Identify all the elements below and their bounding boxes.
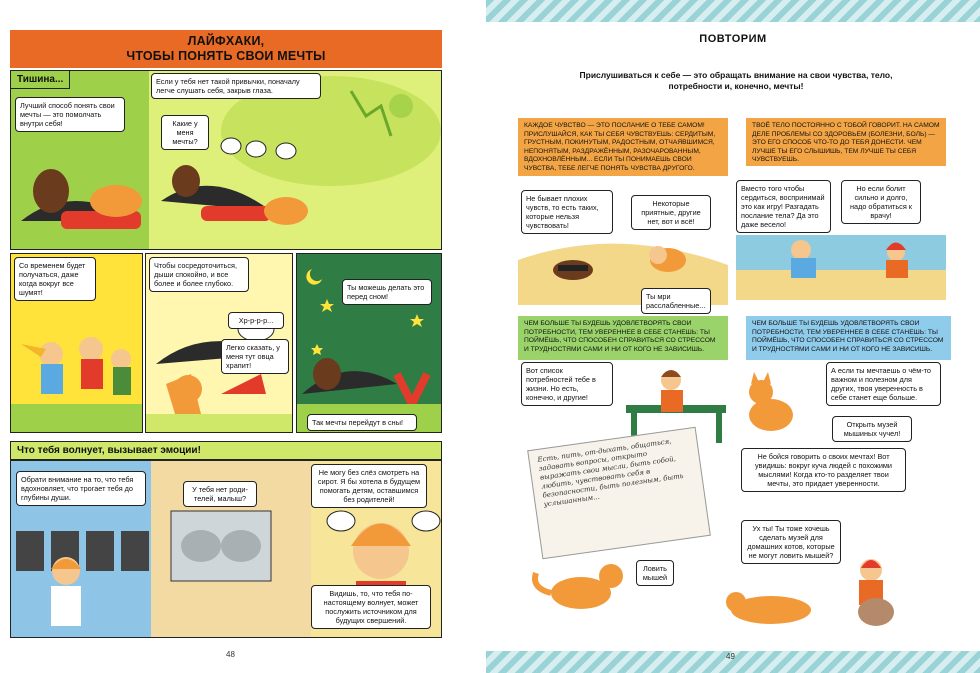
illustration-orange-cat: [736, 370, 806, 440]
right-page: [486, 0, 980, 673]
bubble-see-doctor: Но если болит сильно и долго, надо обратиться к врачу!: [841, 180, 921, 224]
bubble-dreams-question: Какие у меня мечты?: [161, 115, 209, 150]
bubble-dreams-become: Так мечты перейдут в сны!: [307, 414, 417, 431]
right-page-title: ПОВТОРИМ: [699, 33, 767, 45]
title-line-2: ЧТОБЫ ПОНЯТЬ СВОИ МЕЧТЫ: [126, 49, 326, 63]
left-page-title: [10, 30, 442, 68]
bubble-no-parents: У тебя нет роди-телей, малыш?: [183, 481, 257, 507]
section-silence-label: Тишина...: [10, 70, 70, 89]
bubble-see: Видишь, то, что тебя по-настоящему волнует, может послужить источником для будущих свершений.: [311, 585, 431, 629]
left-page: [0, 0, 486, 673]
panel-night: [296, 253, 442, 433]
bubble-dont-fear: Не бойся говорить о своих мечтах! Вот увидишь: вокруг куча людей с похожими мыслями! Когда кто-то разделяет твои мечты, это придает уверенности.: [741, 448, 906, 492]
box-feelings: КАЖДОЕ ЧУВСТВО — ЭТО ПОСЛАНИЕ О ТЕБЕ САМОМ! ПРИСЛУШАЙСЯ, КАК ТЫ СЕБЯ ЧУВСТВУЕШЬ: СЕРДИТЫМ, ГРУСТНЫМ, ПОКИНУТЫМ, РАДОСТНЫМ, ОТЧАЯВШИМСЯ, НЕПОНЯТЫМ, РАЗДРАЖЁННЫМ, РАЗОЧАРОВАННЫМ, ВДОХНОВЛЁННЫМ... ЕСЛИ ТЫ ПОНИМАЕШЬ СВОИ ЧУВСТВА, ТЕБЕ ЛЕГЧЕ ПОНЯТЬ ЧУВСТВА ДРУГОГО.: [518, 118, 728, 176]
needs-list-note: Есть, пить, от-дыхать, общаться, задавать вопросы, открыто выражать свои мысли, быть собой, любить, чувствовать себя в безопасности, быть полезным, быть услышанным...: [527, 427, 711, 560]
illustration-cats-friends: [711, 540, 911, 640]
left-page-number: 48: [226, 650, 235, 659]
panel-silence: [10, 70, 442, 250]
bubble-needs-list: Вот список потребностей тебе в жизни. Но есть, конечно, и другие!: [521, 362, 613, 406]
bubble-mouse-museum: Открыть музей мышиных чучел!: [832, 416, 912, 442]
bubble-easy-to-say: Легко сказать, у меня тут овца храпит!: [221, 339, 289, 374]
box-needs-green: ЧЕМ БОЛЬШЕ ТЫ БУДЕШЬ УДОВЛЕТВОРЯТЬ СВОИ ПОТРЕБНОСТИ, ТЕМ УВЕРЕННЕЕ В СЕБЕ СТАНЕШЬ: ТЫ ПОЙМЁШЬ, ЧТО СПОСОБЕН СПРАВИТЬСЯ СО СТРЕССОМ И ТРУДНОСТЯМИ САМИ И НИ ОТ КОГО НЕ ЗАВИСИШЬ.: [518, 316, 728, 360]
bubble-before-sleep: Ты можешь делать это перед сном!: [342, 279, 432, 305]
bubble-instead-of-anger: Вместо того чтобы сердиться, воспринимай это как игру! Разгадать послание тела? Да это даже весело!: [736, 180, 831, 233]
bubble-some-pleasant: Некоторые приятные, другие нет, вот и всё!: [631, 195, 711, 230]
bubble-best-way: Лучший способ понять свои мечты — это помолчать внутри себя!: [15, 97, 125, 132]
bubble-catch-mice: Ловить мышей: [636, 560, 674, 586]
bubble-over-time: Со временем будет получаться, даже когда вокруг все шумят!: [14, 257, 96, 301]
panel-breathe: [145, 253, 293, 433]
bubble-orphans: Не могу без слёз смотреть на сирот. Я бы хотела в будущем помогать детям, оставшимся без родителей!: [311, 464, 427, 508]
box-body: ТВОЁ ТЕЛО ПОСТОЯННО С ТОБОЙ ГОВОРИТ. НА САМОМ ДЕЛЕ ПРОБЛЕМЫ СО ЗДОРОВЬЕМ (БОЛЕЗНИ, БОЛЬ) — ЭТО ЕГО СПОСОБ ЧТО-ТО ДО ТЕБЯ ДОНЕСТИ. ЧЕМ ЛУЧШЕ ТЫ ЕГО СЛЫШИШЬ, ТЕМ ЛУЧШЕ ТЫ СЕБЯ ЧУВСТВУЕШЬ.: [746, 118, 946, 166]
bubble-attention: Обрати внимание на то, что тебя вдохновляет, что трогает тебя до глубины души.: [16, 471, 146, 506]
panel-noise: [10, 253, 143, 433]
bubble-habit: Если у тебя нет такой привычки, поначалу легче слушать себя, закрыв глаза.: [151, 73, 321, 99]
right-page-intro: Прислушиваться к себе — это обращать внимание на свои чувства, тело, потребности и, конечно, мечты!: [579, 70, 893, 91]
illustration-cat-catching: [526, 548, 636, 618]
bubble-no-bad-feelings: Не бывает плохих чувств, то есть таких, которые нельзя чувствовать!: [521, 190, 613, 234]
top-stripe-decoration: [486, 0, 980, 22]
bubble-relaxed: Ты мри расслабленные...: [641, 288, 711, 314]
bubble-important-dream: А если ты мечтаешь о чём-то важном и полезном для других, твоя уверенность в себе станет еще больше.: [826, 362, 941, 406]
bubble-wow-museum: Ух ты! Ты тоже хочешь сделать музей для домашних котов, которые не могут ловить мышей?: [741, 520, 841, 564]
panel-cinema: [10, 460, 442, 638]
right-page-number: 49: [726, 652, 735, 661]
bubble-snore: Хр-р-р-р...: [228, 312, 284, 329]
title-line-1: ЛАЙФХАКИ,: [187, 34, 265, 48]
section-emotions-label: Что тебя волнует, вызывает эмоции!: [10, 441, 442, 460]
bubble-focus: Чтобы сосредоточиться, дыши спокойно, и все более и более глубоко.: [149, 257, 249, 292]
box-needs-blue: ЧЕМ БОЛЬШЕ ТЫ БУДЕШЬ УДОВЛЕТВОРЯТЬ СВОИ ПОТРЕБНОСТИ, ТЕМ УВЕРЕННЕЕ В СЕБЕ СТАНЕШЬ: ТЫ ПОЙМЁШЬ, ЧТО СПОСОБЕН СПРАВИТЬСЯ СО СТРЕССОМ И ТРУДНОСТЯМИ САМИ И НИ ОТ КОГО НЕ ЗАВИСИШЬ.: [746, 316, 951, 360]
